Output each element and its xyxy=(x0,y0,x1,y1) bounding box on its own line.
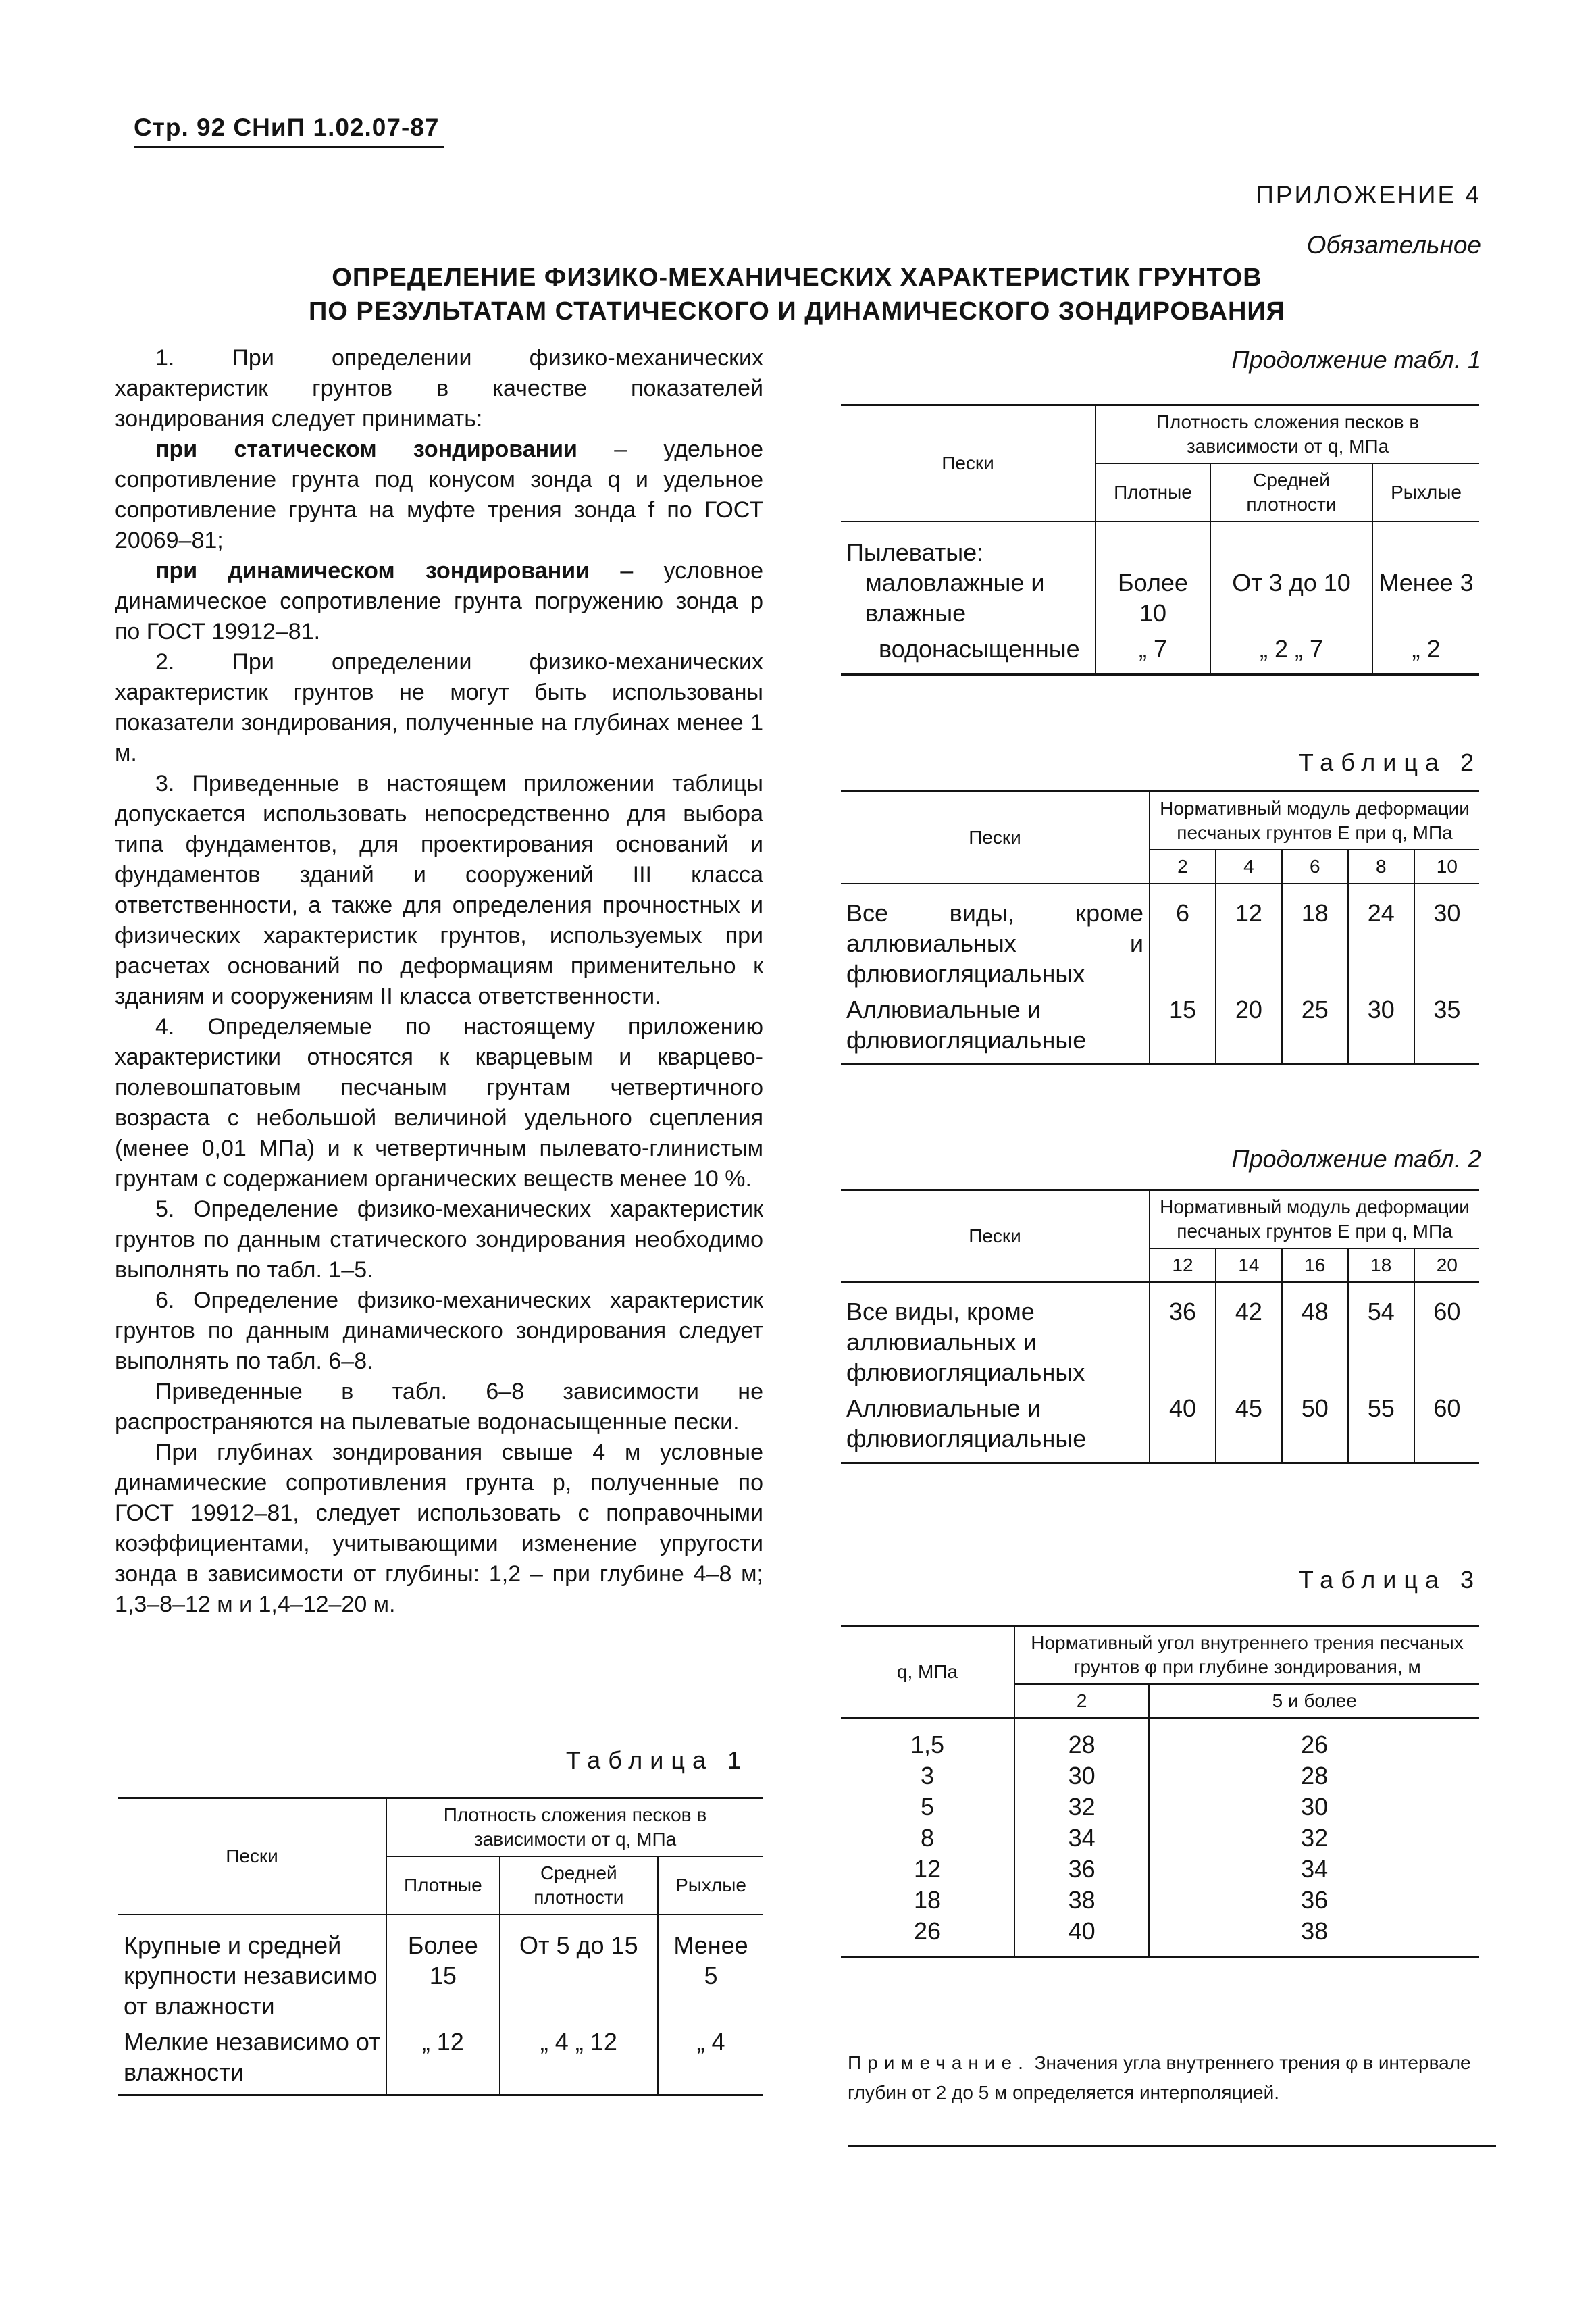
table1-caption: Таблица 1 xyxy=(565,1746,748,1774)
col-header: Рыхлые xyxy=(658,1856,763,1914)
cell: „ 4 „ 12 xyxy=(500,2024,658,2095)
cell: 40 xyxy=(1068,1917,1096,1945)
col-header: Средней плотности xyxy=(500,1856,658,1914)
col-header-modulus: Нормативный модуль деформации песчаных грунтов E при q, МПа xyxy=(1150,1190,1479,1249)
note-text: Значения угла внутреннего трения φ в интервале глубин от 2 до 5 м определяется интерполяцией. xyxy=(848,2052,1471,2103)
col-header-angle: Нормативный угол внутреннего трения песчаных грунтов φ при глубине зондирования, м xyxy=(1014,1626,1479,1685)
col-header: Рыхлые xyxy=(1372,463,1479,522)
table-2 xyxy=(841,790,1479,1065)
table-row xyxy=(841,992,1479,1065)
table-row xyxy=(841,1718,1479,1958)
cell: 30 xyxy=(1414,884,1479,992)
bold-term: при статическом зондировании xyxy=(155,436,577,462)
cell: 30 xyxy=(1301,1793,1329,1821)
cell: 30 xyxy=(1068,1762,1096,1789)
cell: 20 xyxy=(1216,992,1282,1065)
col-header-q: q, МПа xyxy=(841,1626,1014,1719)
cell: 25 xyxy=(1282,992,1348,1065)
depth-2-column xyxy=(1014,1718,1149,1958)
col-header-modulus: Нормативный модуль деформации песчаных грунтов E при q, МПа xyxy=(1150,792,1479,850)
paragraph-1a xyxy=(115,434,763,556)
title-line-1: ОПРЕДЕЛЕНИЕ ФИЗИКО-МЕХАНИЧЕСКИХ ХАРАКТЕРИСТИК ГРУНТОВ xyxy=(332,263,1262,292)
table-row xyxy=(118,1914,763,2024)
col-header: 20 xyxy=(1414,1248,1479,1282)
cell: „ 2 xyxy=(1372,631,1479,675)
table-row xyxy=(118,2024,763,2095)
cell: 60 xyxy=(1414,1390,1479,1463)
q-column xyxy=(841,1718,1014,1958)
cell: 1,5 xyxy=(910,1731,945,1758)
paragraph-4: 4. Определяемые по настоящему приложению характеристики относятся к кварцевым и кварцево-полевошпатовым песчаным грунтам четвертичного возраста с небольшой величиной удельного сцепления (менее 0,01 МПа) и к четвертичным пылевато-глинистым грунтам с содержанием органических веществ менее 10 %. xyxy=(115,1014,763,1192)
cell: 45 xyxy=(1216,1390,1282,1463)
cell: 38 xyxy=(1068,1886,1096,1914)
col-header: 14 xyxy=(1216,1248,1282,1282)
cell: 38 xyxy=(1301,1917,1329,1945)
cell: „ 12 xyxy=(386,2024,500,2095)
cell: От 3 до 10 xyxy=(1210,522,1372,631)
col-header: 2 xyxy=(1014,1684,1149,1718)
row-label: Аллювиальные и флювиогляциальные xyxy=(841,992,1150,1065)
col-header: 6 xyxy=(1282,850,1348,884)
cell: „ 2 „ 7 xyxy=(1210,631,1372,675)
cell: „ 7 xyxy=(1096,631,1210,675)
cell: 15 xyxy=(1150,992,1216,1065)
cell: 8 xyxy=(920,1824,935,1852)
bold-term: при динамическом зондировании xyxy=(155,558,590,584)
depth-5-column xyxy=(1149,1718,1479,1958)
row-label xyxy=(841,522,1096,631)
cell: 3 xyxy=(920,1762,935,1789)
cell: Более 10 xyxy=(1096,522,1210,631)
page-header: Стр. 92 СНиП 1.02.07-87 xyxy=(134,113,440,141)
row-label: Все виды, кроме аллювиальных и флювиогляциальных xyxy=(841,884,1150,992)
row-sublabel: водонасыщенные xyxy=(841,631,1096,675)
col-header-sands: Пески xyxy=(841,792,1150,884)
table-2-continued xyxy=(841,1189,1479,1464)
table3-caption: Таблица 3 xyxy=(1298,1566,1481,1594)
cell: 26 xyxy=(1301,1731,1329,1758)
cell: 42 xyxy=(1216,1282,1282,1390)
cell: 34 xyxy=(1068,1824,1096,1852)
paragraph-text: – условное динамическое сопротивление грунта погружению зонда p по ГОСТ 19912–81. xyxy=(115,558,763,644)
col-header: 18 xyxy=(1348,1248,1414,1282)
row-label: Крупные и средней крупности независимо от влажности xyxy=(118,1914,386,2024)
cell: 18 xyxy=(1282,884,1348,992)
row-group-label: Пылеватые: xyxy=(846,538,984,566)
table-row xyxy=(841,631,1479,675)
cell: 54 xyxy=(1348,1282,1414,1390)
cell: 12 xyxy=(1216,884,1282,992)
cell: 30 xyxy=(1348,992,1414,1065)
table3-note xyxy=(848,2048,1496,2108)
table-1-continued xyxy=(841,404,1479,676)
row-label: Все виды, кроме аллювиальных и флювиогляциальных xyxy=(841,1282,1150,1390)
col-header: 5 и более xyxy=(1149,1684,1479,1718)
paragraph-1: 1. При определении физико-механических характеристик грунтов в качестве показателей зондирования следует принимать: xyxy=(115,345,763,432)
title-line-2: ПО РЕЗУЛЬТАТАМ СТАТИЧЕСКОГО И ДИНАМИЧЕСКОГО ЗОНДИРОВАНИЯ xyxy=(308,297,1286,326)
cell: 36 xyxy=(1068,1855,1096,1883)
cell: 50 xyxy=(1282,1390,1348,1463)
cell: „ 4 xyxy=(658,2024,763,2095)
cell: Менее 3 xyxy=(1372,522,1479,631)
paragraph-text: – удельное сопротивление грунта под конусом зонда q и удельное сопротивление грунта на муфте трения зонда f по ГОСТ 20069–81; xyxy=(115,436,763,553)
paragraph-3: 3. Приведенные в настоящем приложении таблицы допускается использовать непосредственно для выбора типа фундаментов, для проектирования оснований и фундаментов зданий и сооружений III класса ответственности, а также для определения прочностных и физических характеристик грунтов, используемых при расчетах оснований по деформациям применительно к зданиям и сооружениям II класса ответственности. xyxy=(115,771,763,1009)
row-label: Аллювиальные и флювиогляциальные xyxy=(841,1390,1150,1463)
table2-caption: Таблица 2 xyxy=(1298,748,1481,776)
cell: 18 xyxy=(913,1886,942,1914)
table-3 xyxy=(841,1625,1479,1958)
col-header: Плотные xyxy=(1096,463,1210,522)
mandatory-label: Обязательное xyxy=(1306,231,1481,259)
cell: 36 xyxy=(1150,1282,1216,1390)
cell: 5 xyxy=(920,1793,935,1821)
col-header: 16 xyxy=(1282,1248,1348,1282)
col-header-density: Плотность сложения песков в зависимости от q, МПа xyxy=(1096,405,1479,464)
table1-cont-caption: Продолжение табл. 1 xyxy=(1231,346,1481,374)
col-header-sands: Пески xyxy=(841,405,1096,522)
table-row xyxy=(841,1282,1479,1390)
cell: Более 15 xyxy=(386,1914,500,2024)
cell: От 5 до 15 xyxy=(500,1914,658,2024)
cell: 48 xyxy=(1282,1282,1348,1390)
cell: 6 xyxy=(1150,884,1216,992)
cell: 40 xyxy=(1150,1390,1216,1463)
table-1 xyxy=(118,1797,763,2096)
col-header: 4 xyxy=(1216,850,1282,884)
paragraph-2: 2. При определении физико-механических характеристик грунтов не могут быть использованы показатели зондирования, полученные на глубинах менее 1 м. xyxy=(115,649,763,766)
col-header: Средней плотности xyxy=(1210,463,1372,522)
col-header: 12 xyxy=(1150,1248,1216,1282)
paragraph-7: Приведенные в табл. 6–8 зависимости не распространяются на пылеватые водонасыщенные пески. xyxy=(115,1379,763,1435)
cell: 36 xyxy=(1301,1886,1329,1914)
cell: 32 xyxy=(1068,1793,1096,1821)
note-rule xyxy=(848,2145,1496,2147)
cell: 60 xyxy=(1414,1282,1479,1390)
body-text xyxy=(115,343,763,1620)
cell: 28 xyxy=(1301,1762,1329,1789)
paragraph-8: При глубинах зондирования свыше 4 м условные динамические сопротивления грунта p, полученные по ГОСТ 19912–81, следует использовать с поправочными коэффициентами, учитывающими изменение упругости зонда в зависимости от глубины: 1,2 – при глубине 4–8 м; 1,3–8–12 м и 1,4–12–20 м. xyxy=(115,1440,763,1617)
cell: 55 xyxy=(1348,1390,1414,1463)
table2-cont-caption: Продолжение табл. 2 xyxy=(1231,1145,1481,1173)
paragraph-1b xyxy=(115,556,763,647)
col-header: 8 xyxy=(1348,850,1414,884)
paragraph-5: 5. Определение физико-механических характеристик грунтов по данным статического зондирования необходимо выполнять по табл. 1–5. xyxy=(115,1196,763,1283)
appendix-label: ПРИЛОЖЕНИЕ 4 xyxy=(1256,181,1481,209)
paragraph-6: 6. Определение физико-механических характеристик грунтов по данным динамического зондирования следует выполнять по табл. 6–8. xyxy=(115,1288,763,1374)
col-header: 2 xyxy=(1150,850,1216,884)
header-rule xyxy=(134,146,444,148)
col-header-density: Плотность сложения песков в зависимости от q, МПа xyxy=(386,1798,763,1857)
cell: 32 xyxy=(1301,1824,1329,1852)
col-header-sands: Пески xyxy=(118,1798,386,1915)
row-sublabel: маловлажные и влажные xyxy=(865,569,1045,627)
table-row xyxy=(841,522,1479,631)
cell: 26 xyxy=(913,1917,942,1945)
cell: 12 xyxy=(913,1855,942,1883)
cell: 34 xyxy=(1301,1855,1329,1883)
row-label: Мелкие независимо от влажности xyxy=(118,2024,386,2095)
cell: 28 xyxy=(1068,1731,1096,1758)
col-header-sands: Пески xyxy=(841,1190,1150,1283)
cell: Менее 5 xyxy=(658,1914,763,2024)
table-row xyxy=(841,1390,1479,1463)
cell: 35 xyxy=(1414,992,1479,1065)
table-row xyxy=(841,884,1479,992)
note-label: Примечание. xyxy=(848,2052,1029,2073)
col-header: Плотные xyxy=(386,1856,500,1914)
col-header: 10 xyxy=(1414,850,1479,884)
cell: 24 xyxy=(1348,884,1414,992)
